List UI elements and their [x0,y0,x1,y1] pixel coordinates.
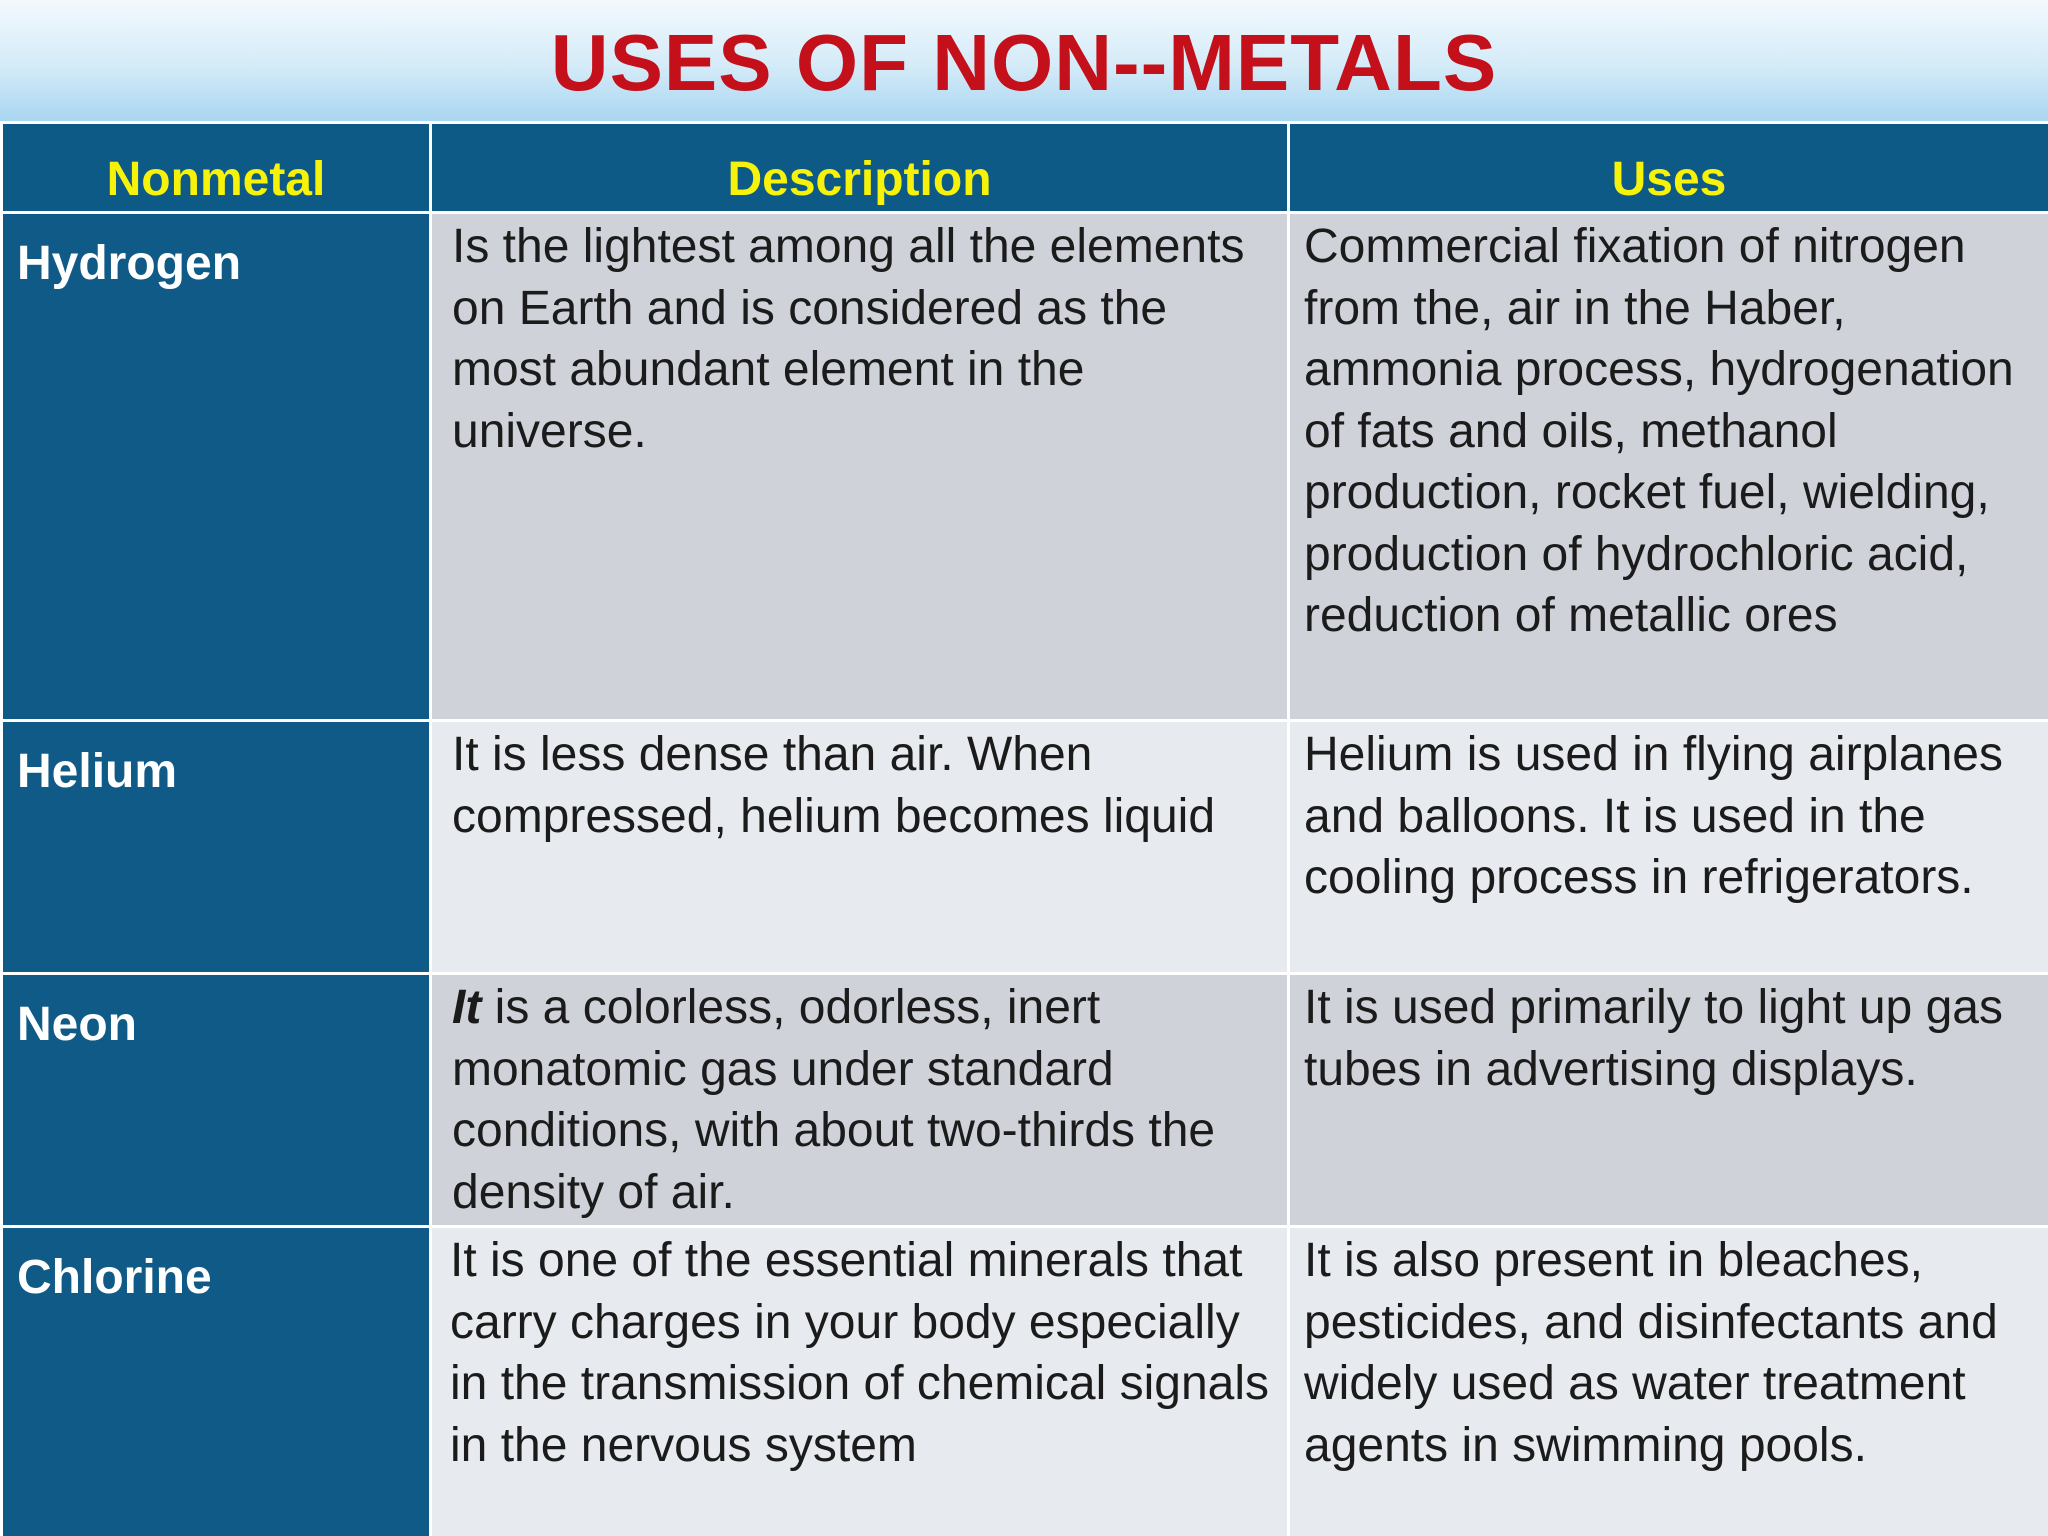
title-bar [0,0,2048,121]
page-title: USES OF NON--METALS [550,18,1498,107]
table-row-neon [2,974,2048,1227]
header-nonmetal: Nonmetal [2,123,431,213]
cell-description: It is one of the essential minerals that carry charges in your body especially in the transmission of chemical signals in the nervous system [431,1227,1289,1536]
description-rest: is a colorless, odorless, inert monatomic gas under standard conditions, with about two-thirds the density of air. [452,981,1216,1219]
cell-name: Hydrogen [2,213,431,721]
cell-description: Is the lightest among all the elements on Earth and is considered as the most abundant element in the universe. [431,213,1289,721]
description-lead: It [452,981,482,1034]
cell-uses: Commercial fixation of nitrogen from the, air in the Haber, ammonia process, hydrogenation of fats and oils, methanol production, rocket fuel, wielding, production of hydrochloric acid, reduction of metallic ores [1289,213,2048,721]
cell-uses: It is used primarily to light up gas tubes in advertising displays. [1289,974,2048,1227]
cell-name: Neon [2,974,431,1227]
table-row-helium [2,721,2048,974]
cell-uses: Helium is used in flying airplanes and balloons. It is used in the cooling process in refrigerators. [1289,721,2048,974]
table-header-row [2,123,2048,213]
cell-name: Chlorine [2,1227,431,1536]
cell-description: It is less dense than air. When compressed, helium becomes liquid [431,721,1289,974]
cell-uses: It is also present in bleaches, pesticides, and disinfectants and widely used as water treatment agents in swimming pools. [1289,1227,2048,1536]
header-uses: Uses [1289,123,2048,213]
table-row-hydrogen [2,213,2048,721]
cell-name: Helium [2,721,431,974]
header-description: Description [431,123,1289,213]
table-row-chlorine [2,1227,2048,1536]
cell-description [431,974,1289,1227]
nonmetals-table [0,121,2048,1536]
